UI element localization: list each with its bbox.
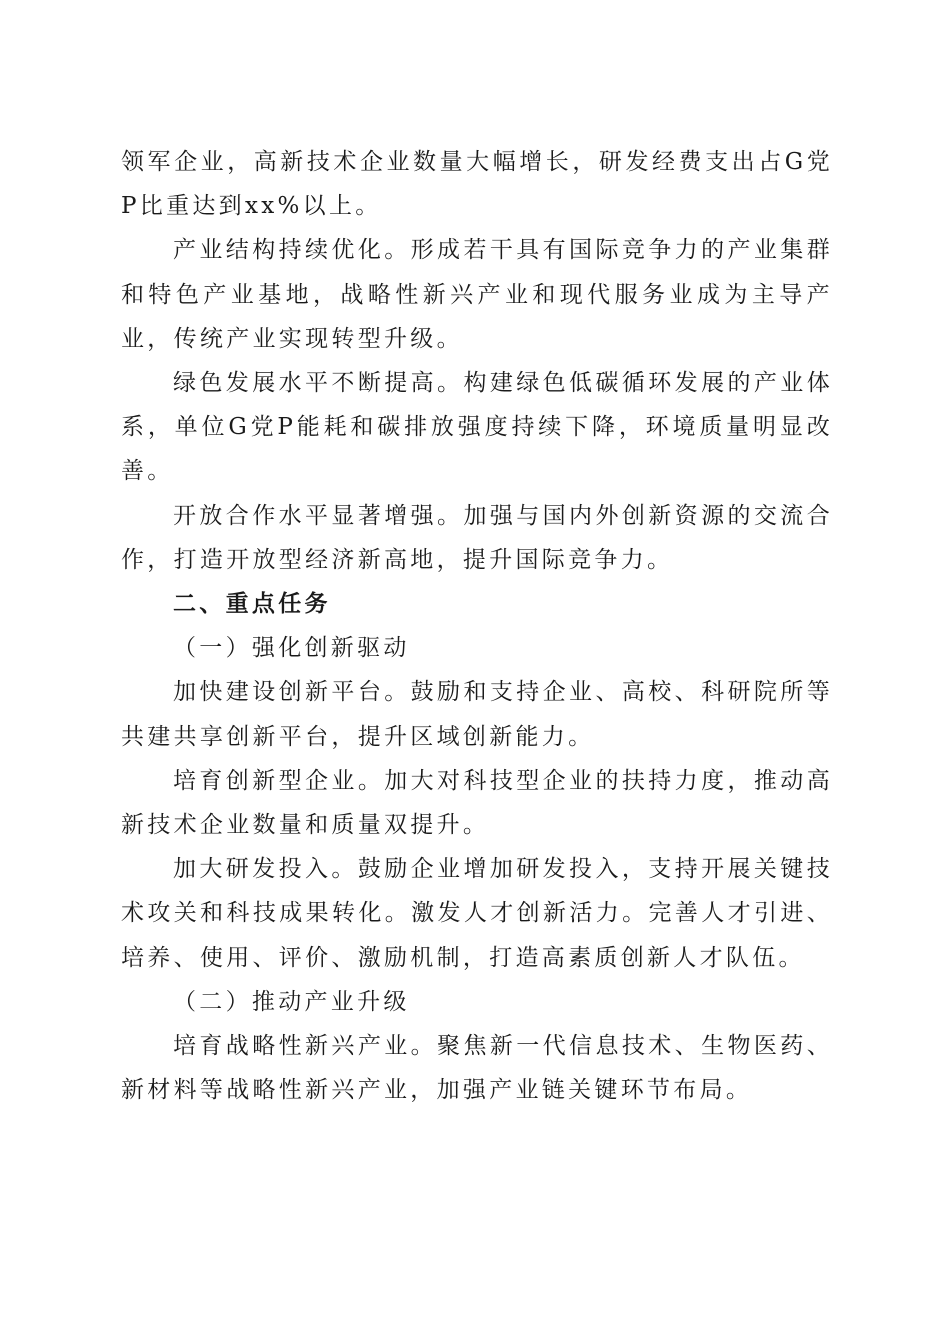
- paragraph-emerging-industries: 培育战略性新兴产业。聚焦新一代信息技术、生物医药、新材料等战略性新兴产业，加强产业链关键环节布局。: [121, 1033, 833, 1104]
- paragraph-innovation-platform: 加快建设创新平台。鼓励和支持企业、高校、科研院所等共建共享创新平台，提升区域创新能力。: [121, 679, 833, 750]
- paragraph-open-cooperation: 开放合作水平显著增强。加强与国内外创新资源的交流合作，打造开放型经济新高地，提升国际竞争力。: [121, 502, 833, 573]
- subsection-heading-innovation: （一）强化创新驱动: [173, 635, 410, 662]
- paragraph-continuation: 领军企业，高新技术企业数量大幅增长，研发经费支出占G党P比重达到xx%以上。: [121, 149, 833, 220]
- subsection-heading-industry-upgrade: （二）推动产业升级: [173, 988, 410, 1015]
- paragraph-rd-investment: 加大研发投入。鼓励企业增加研发投入，支持开展关键技术攻关和科技成果转化。激发人才创新活力。完善人才引进、培养、使用、评价、激励机制，打造高素质创新人才队伍。: [121, 856, 833, 971]
- paragraph-green-development: 绿色发展水平不断提高。构建绿色低碳循环发展的产业体系，单位G党P能耗和碳排放强度持续下降，环境质量明显改善。: [121, 370, 833, 485]
- paragraph-industrial-structure: 产业结构持续优化。形成若干具有国际竞争力的产业集群和特色产业基地，战略性新兴产业和现代服务业成为主导产业，传统产业实现转型升级。: [121, 237, 833, 352]
- section-heading-key-tasks: 二、重点任务: [173, 591, 331, 618]
- paragraph-innovative-enterprises: 培育创新型企业。加大对科技型企业的扶持力度，推动高新技术企业数量和质量双提升。: [121, 767, 833, 839]
- document-body: [121, 140, 833, 1112]
